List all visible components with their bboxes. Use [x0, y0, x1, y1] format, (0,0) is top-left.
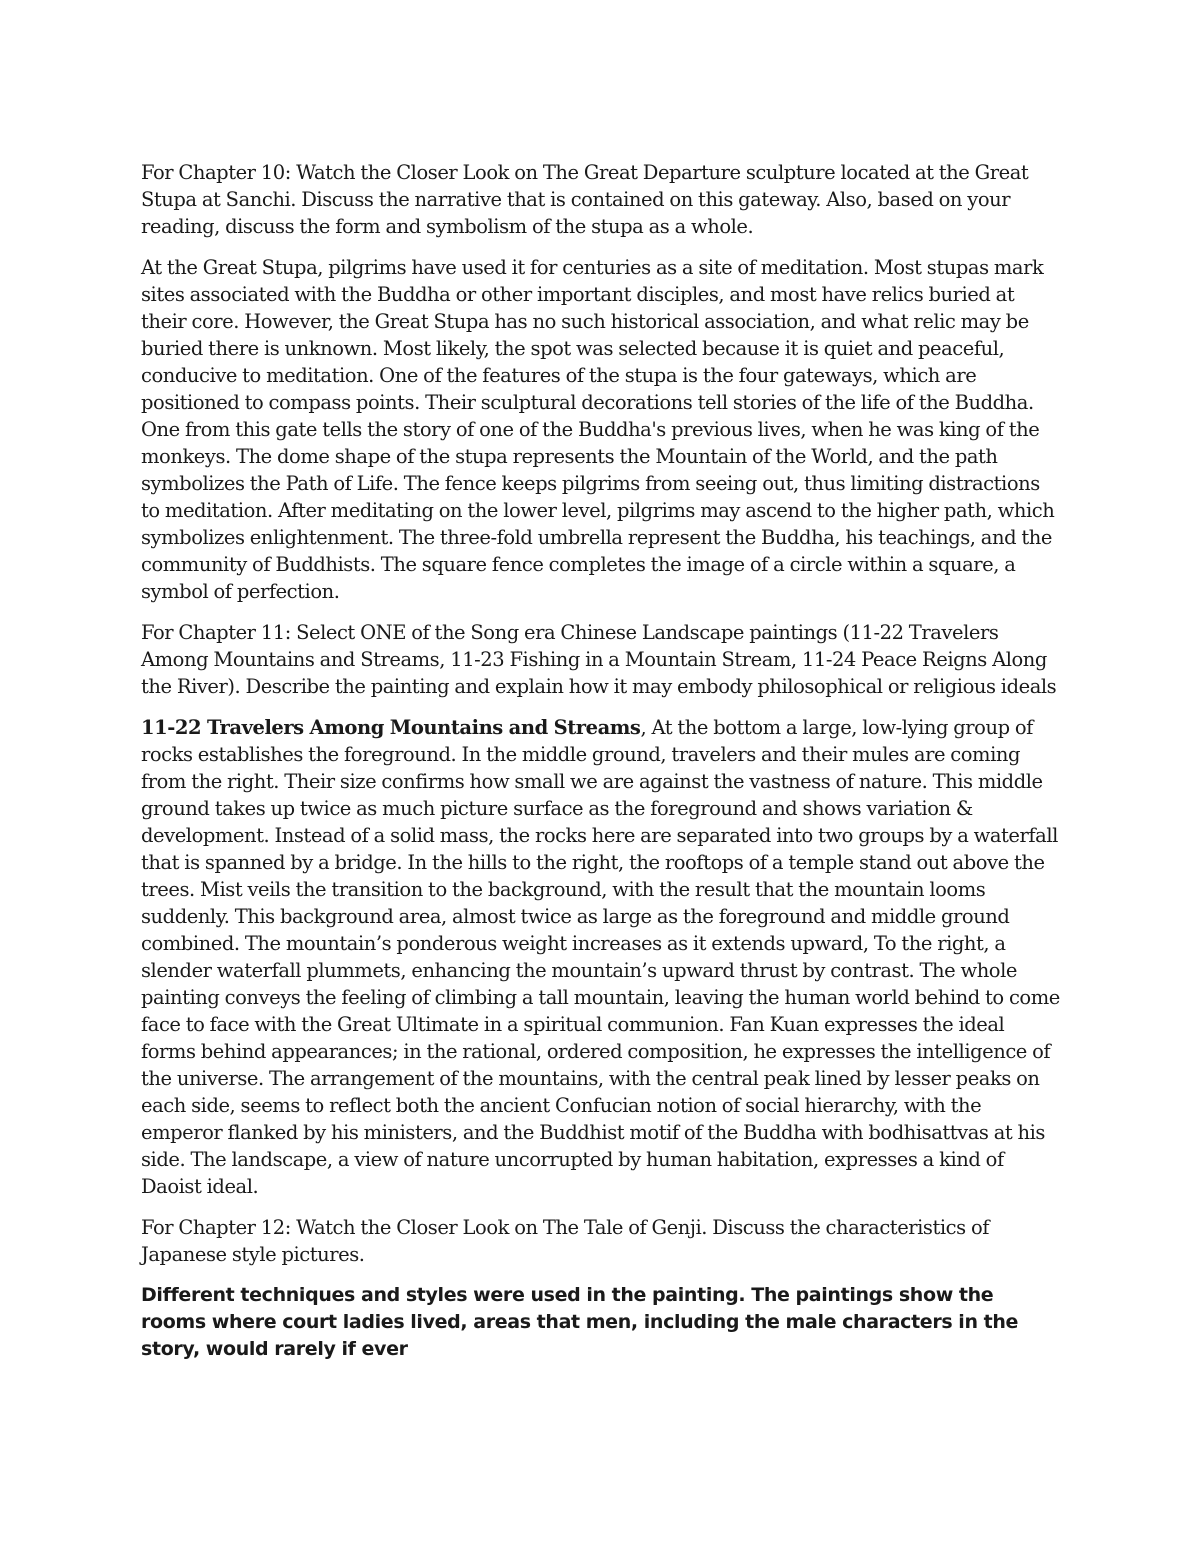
- chapter-11-answer-title: 11-22 Travelers Among Mountains and Streams: [141, 716, 641, 739]
- chapter-11-prompt: For Chapter 11: Select ONE of the Song era Chinese Landscape paintings (11-22 Travelers Among Mountains and Streams, 11-23 Fishing in a Mountain Stream, 11-24 Peace Reigns Along the River). Describe the painting and explain how it may embody philosophical or religious ideals: [141, 621, 1057, 698]
- chapter-11-answer-text: , At the bottom a large, low-lying group of rocks establishes the foreground. In the middle ground, travelers and their mules are coming from the right. Their size confirms how small we are against the vastness of nature. This middle ground takes up twice as much picture surface as the foreground and shows variation & development. Instead of a solid mass, the rocks here are separated into two groups by a waterfall that is spanned by a bridge. In the hills to the right, the rooftops of a temple stand out above the trees. Mist veils the transition to the background, with the result that the mountain looms suddenly. This background area, almost twice as large as the foreground and middle ground combined. The mountain’s ponderous weight increases as it extends upward, To the right, a slender waterfall plummets, enhancing the mountain’s upward thrust by contrast. The whole painting conveys the feeling of climbing a tall mountain, leaving the human world behind to come face to face with the Great Ultimate in a spiritual communion. Fan Kuan expresses the ideal forms behind appearances; in the rational, ordered composition, he expresses the intelligence of the universe. The arrangement of the mountains, with the central peak lined by lesser peaks on each side, seems to reflect both the ancient Confucian notion of social hierarchy, with the emperor flanked by his ministers, and the Buddhist motif of the Buddha with bodhisattvas at his side. The landscape, a view of nature uncorrupted by human habitation, expresses a kind of Daoist ideal.: [141, 716, 1060, 1198]
- chapter-12-answer: Different techniques and styles were used in the painting. The paintings show the rooms where court ladies lived, areas that men, including the male characters in the story, would rarely if ever: [141, 1284, 1019, 1360]
- chapter-10-prompt: For Chapter 10: Watch the Closer Look on The Great Departure sculpture located at the Great Stupa at Sanchi. Discuss the narrative that is contained on this gateway. Also, based on your reading, discuss the form and symbolism of the stupa as a whole.: [141, 161, 1029, 238]
- document-body: [141, 159, 1061, 1377]
- chapter-10-answer: At the Great Stupa, pilgrims have used it for centuries as a site of meditation. Most stupas mark sites associated with the Buddha or other important disciples, and most have relics buried at their core. However, the Great Stupa has no such historical association, and what relic may be buried there is unknown. Most likely, the spot was selected because it is quiet and peaceful, conducive to meditation. One of the features of the stupa is the four gateways, which are positioned to compass points. Their sculptural decorations tell stories of the life of the Buddha. One from this gate tells the story of one of the Buddha's previous lives, when he was king of the monkeys. The dome shape of the stupa represents the Mountain of the World, and the path symbolizes the Path of Life. The fence keeps pilgrims from seeing out, thus limiting distractions to meditation. After meditating on the lower level, pilgrims may ascend to the higher path, which symbolizes enlightenment. The three-fold umbrella represent the Buddha, his teachings, and the community of Buddhists. The square fence completes the image of a circle within a square, a symbol of perfection.: [141, 256, 1055, 603]
- chapter-12-prompt: For Chapter 12: Watch the Closer Look on The Tale of Genji. Discuss the characteristics of Japanese style pictures.: [141, 1216, 990, 1266]
- chapter-11-answer: [141, 714, 1061, 1200]
